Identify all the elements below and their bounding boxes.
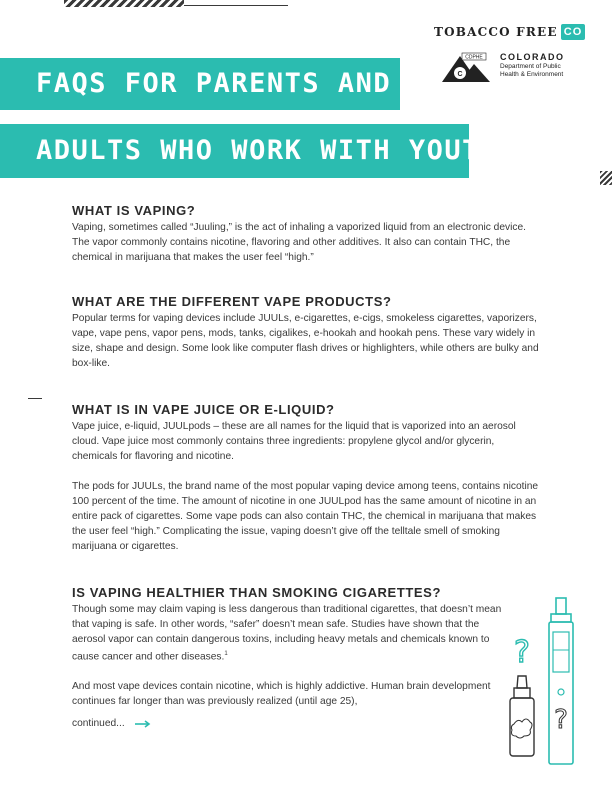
decorative-dash-left	[28, 398, 42, 399]
section-vaping-healthier	[72, 585, 502, 709]
dept-line-2: Health & Environment	[500, 71, 564, 78]
vape-illustration	[500, 592, 600, 772]
section-paragraph: Vape juice, e-liquid, JUULpods – these are all names for the liquid that is vaporized into an aerosol cloud. Vape juice most commonly contains three ingredients: propylene glycol and/or glycerin, chemicals for flavoring and nicotine.	[72, 421, 516, 462]
colorado-text: COLORADO	[500, 52, 565, 62]
section-paragraph: Popular terms for vaping devices include JUULs, e-cigarettes, e-cigs, smokeless cigarettes, vaporizers, vape, vape pens, vapor pens, mods, tanks, cigalikes, e-hookah and hookah pens. These vary widely in size, shape and design. Some look like computer flash drives or highlighters, while others are bulky and box-like.	[72, 313, 539, 369]
section-heading: WHAT ARE THE DIFFERENT VAPE PRODUCTS?	[72, 294, 392, 309]
co-badge: CO	[561, 24, 586, 40]
section-paragraph: And most vape devices contain nicotine, which is highly addictive. Human brain development continues far longer than was previously realized (until age 25),	[72, 681, 491, 708]
section-paragraph: The pods for JUULs, the brand name of the most popular vaping device among teens, contains nicotine 100 percent of the time. The amount of nicotine in one JUULpod has the same amount of nicotine in an entire pack of cigarettes. Some vape pods can also contain THC, the chemical in marijuana that makes the user feel “high.” Complicating the issue, vaping doesn’t give off the telltale smell of smoking marijuana or cigarettes.	[72, 481, 539, 552]
decorative-rule-top	[184, 5, 288, 6]
tobacco-free-co-logo	[434, 22, 585, 42]
svg-text:C: C	[457, 71, 463, 78]
question-mark-icon: ?	[514, 635, 530, 670]
svg-text:?: ?	[554, 705, 568, 735]
continued-link[interactable]	[72, 718, 151, 729]
section-heading: IS VAPING HEALTHIER THAN SMOKING CIGARETTES?	[72, 585, 441, 600]
cdphe-mountain-icon	[440, 52, 496, 84]
brand-block	[432, 22, 602, 82]
section-vape-juice	[72, 402, 542, 554]
paragraph-text: Though some may claim vaping is less dangerous than traditional cigarettes, that doesn’t mean that vaping is safe. In other words, “safer” doesn’t mean safe. Studies have shown that the aerosol vapor can contain dangerous toxins, including heavy metals and chemicals known to cause cancer and other diseases.	[72, 604, 502, 663]
section-paragraph: Vaping, sometimes called “Juuling,” is the act of inhaling a vaporized liquid from an electronic device. The vapor commonly contains nicotine, flavoring and other additives. It also can contain THC, the chemical in marijuana that makes the user feel “high.”	[72, 222, 526, 263]
decorative-hatch-top	[64, 0, 184, 7]
dept-line-1: Department of Public	[500, 63, 561, 70]
section-heading: WHAT IS VAPING?	[72, 203, 196, 218]
e-liquid-bottle-icon	[510, 676, 534, 756]
continued-text: continued...	[72, 718, 125, 729]
section-paragraph	[72, 602, 502, 664]
section-vape-products	[72, 294, 542, 371]
arrow-right-icon	[135, 720, 151, 728]
vape-pen-icon	[549, 598, 573, 764]
footnote-marker: 1	[224, 651, 228, 657]
title-banner-line-1: FAQS FOR PARENTS AND	[0, 58, 400, 110]
section-heading: WHAT IS IN VAPE JUICE OR E-LIQUID?	[72, 402, 335, 417]
cdphe-seal-text: CDPHE	[465, 54, 483, 61]
cdphe-logo	[440, 52, 590, 84]
title-banner-line-2: ADULTS WHO WORK WITH YOUTH	[0, 124, 469, 178]
tobacco-free-text: TOBACCO FREE	[434, 25, 558, 39]
decorative-hatch-right	[600, 171, 612, 185]
section-what-is-vaping	[72, 203, 542, 265]
